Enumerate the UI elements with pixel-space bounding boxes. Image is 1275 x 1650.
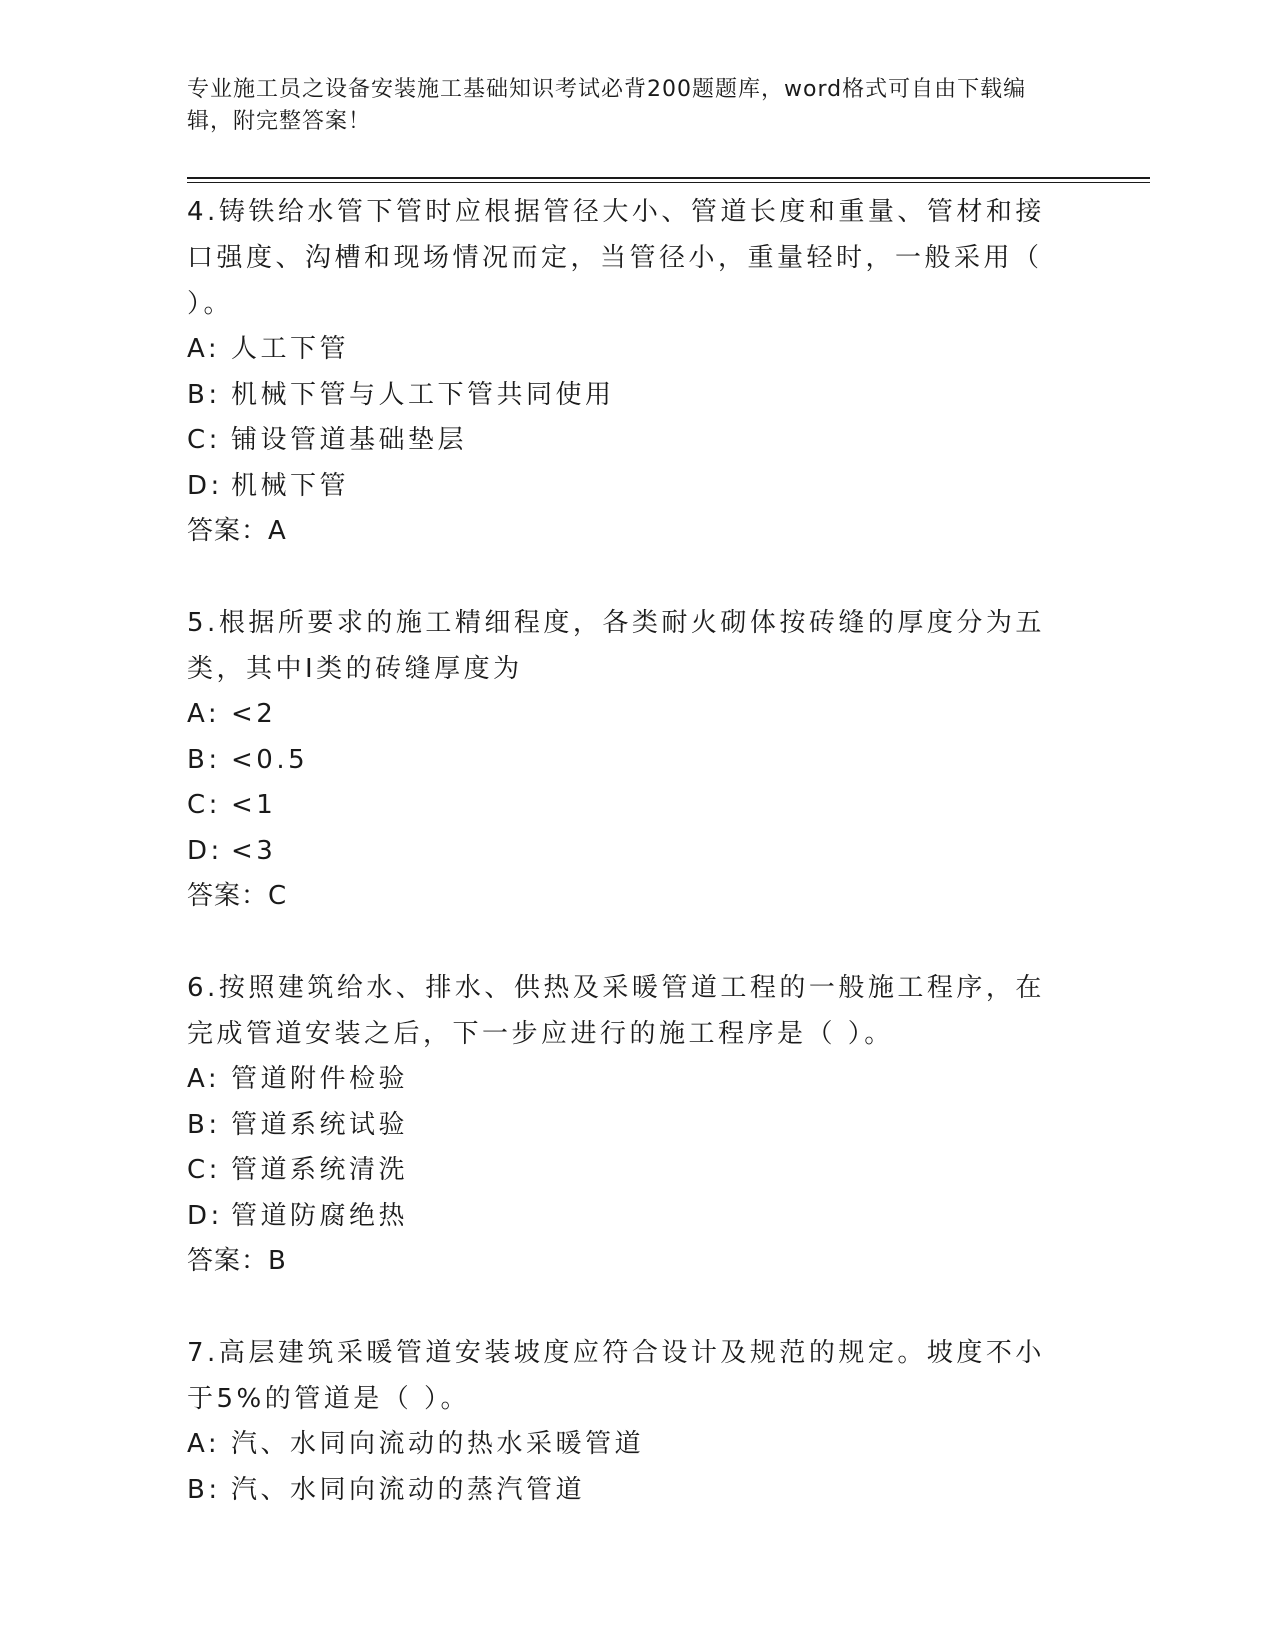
option-text: 机械下管与人工下管共同使用 bbox=[231, 379, 615, 410]
answer-value: A bbox=[268, 516, 287, 546]
option-text: 管道系统试验 bbox=[231, 1109, 409, 1140]
answer-line bbox=[187, 874, 1067, 919]
question-number: 7. bbox=[187, 1338, 219, 1368]
option-key: C: bbox=[187, 425, 221, 455]
option-key: A: bbox=[187, 699, 221, 729]
answer-value: B bbox=[268, 1246, 287, 1276]
question-text bbox=[187, 965, 1067, 1057]
answer-line bbox=[187, 1239, 1067, 1284]
option-key: D: bbox=[187, 470, 223, 501]
option-key: B: bbox=[187, 1109, 221, 1140]
option-text: 管道附件检验 bbox=[231, 1064, 409, 1094]
answer-value: C bbox=[268, 881, 288, 911]
option-c bbox=[187, 418, 1067, 464]
answer-label: 答案： bbox=[187, 1246, 269, 1276]
question-text bbox=[187, 189, 1067, 327]
option-text: <3 bbox=[231, 835, 277, 866]
document-header: 专业施工员之设备安装施工基础知识考试必背200题题库，word格式可自由下载编辑，附完整答案！ bbox=[187, 77, 1027, 134]
question-list bbox=[187, 189, 1067, 1559]
question-number: 4. bbox=[187, 197, 219, 227]
question-text bbox=[187, 1330, 1067, 1422]
option-key: B: bbox=[187, 379, 221, 410]
header-divider-thin bbox=[187, 182, 1150, 183]
option-key: C: bbox=[187, 790, 221, 820]
option-key: B: bbox=[187, 1474, 221, 1505]
option-key: C: bbox=[187, 1155, 221, 1185]
option-text: 机械下管 bbox=[231, 470, 350, 501]
question-body: 铸铁给水管下管时应根据管径大小、管道长度和重量、管材和接口强度、沟槽和现场情况而定，当管径小，重量轻时，一般采用（ ）。 bbox=[187, 197, 1045, 319]
option-key: A: bbox=[187, 334, 221, 364]
option-text: 管道系统清洗 bbox=[231, 1155, 409, 1185]
question-body: 根据所要求的施工精细程度，各类耐火砌体按砖缝的厚度分为五类，其中Ⅰ类的砖缝厚度为 bbox=[187, 608, 1045, 684]
answer-label: 答案： bbox=[187, 881, 269, 911]
question-5 bbox=[187, 600, 1067, 919]
option-a bbox=[187, 1057, 1067, 1103]
option-text: 人工下管 bbox=[231, 334, 350, 364]
option-key: A: bbox=[187, 1429, 221, 1459]
question-number: 6. bbox=[187, 973, 219, 1003]
question-number: 5. bbox=[187, 608, 219, 638]
option-text: 汽、水同向流动的热水采暖管道 bbox=[231, 1429, 645, 1459]
option-b bbox=[187, 1468, 1067, 1514]
option-a bbox=[187, 692, 1067, 738]
option-key: D: bbox=[187, 835, 223, 866]
option-text: <1 bbox=[231, 790, 277, 820]
option-a bbox=[187, 327, 1067, 373]
answer-line bbox=[187, 509, 1067, 554]
option-d bbox=[187, 829, 1067, 875]
option-text: 铺设管道基础垫层 bbox=[231, 425, 468, 455]
option-key: B: bbox=[187, 744, 221, 775]
option-d bbox=[187, 464, 1067, 510]
option-text: <0.5 bbox=[231, 744, 309, 775]
question-4 bbox=[187, 189, 1067, 554]
question-7 bbox=[187, 1330, 1067, 1513]
option-b bbox=[187, 738, 1067, 784]
option-b bbox=[187, 373, 1067, 419]
question-body: 高层建筑采暖管道安装坡度应符合设计及规范的规定。坡度不小于5%的管道是（ ）。 bbox=[187, 1338, 1045, 1414]
option-key: A: bbox=[187, 1064, 221, 1094]
question-text bbox=[187, 600, 1067, 692]
option-text: 汽、水同向流动的蒸汽管道 bbox=[231, 1474, 586, 1505]
option-d bbox=[187, 1194, 1067, 1240]
option-key: D: bbox=[187, 1200, 223, 1231]
question-6 bbox=[187, 965, 1067, 1284]
option-c bbox=[187, 783, 1067, 829]
option-a bbox=[187, 1422, 1067, 1468]
option-c bbox=[187, 1148, 1067, 1194]
answer-label: 答案： bbox=[187, 516, 269, 546]
option-text: <2 bbox=[231, 699, 277, 729]
header-divider-thick bbox=[187, 177, 1150, 179]
question-body: 按照建筑给水、排水、供热及采暖管道工程的一般施工程序，在完成管道安装之后，下一步应进行的施工程序是（ ）。 bbox=[187, 973, 1045, 1049]
option-text: 管道防腐绝热 bbox=[231, 1200, 409, 1231]
option-b bbox=[187, 1103, 1067, 1149]
